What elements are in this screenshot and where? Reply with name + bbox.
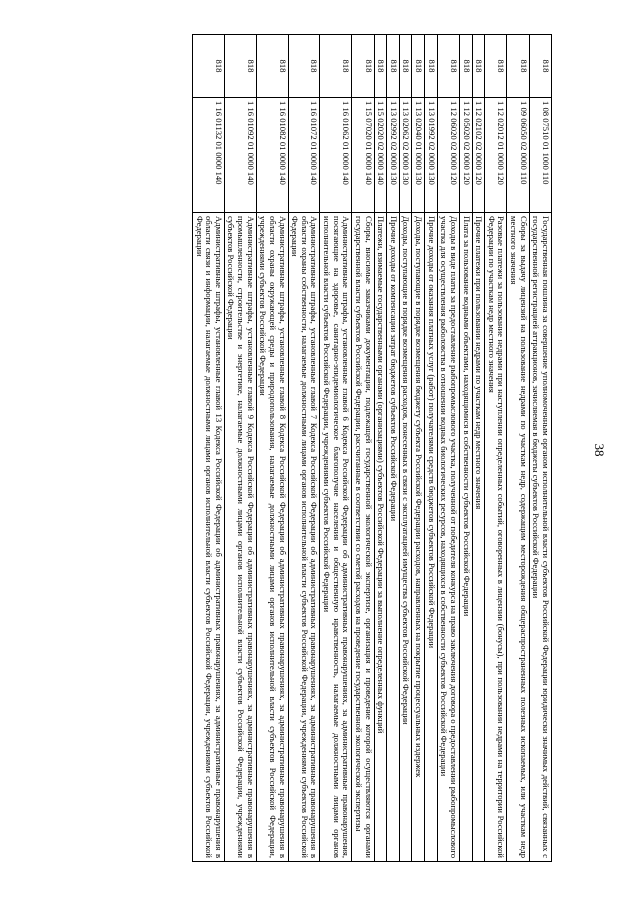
budget-code-cell: 1 15 02020 02 0000 140 (374, 98, 387, 213)
admin-code-cell: 818 (374, 35, 387, 98)
table-row (437, 35, 459, 862)
table-row (256, 35, 288, 862)
admin-code-cell: 818 (472, 35, 485, 98)
table-row (485, 35, 507, 862)
budget-code-cell: 1 16 01082 01 0000 140 (256, 98, 288, 213)
admin-code-cell: 818 (256, 35, 288, 98)
table-row (352, 35, 374, 862)
admin-code-cell: 818 (437, 35, 459, 98)
revenue-name-cell: Административные штрафы, установленные главой 7 Кодекса Российской Федерации об административных правонарушениях, за административные правонарушения в области охраны собственности, налагаемые должностными лицами органов исполнительной власти субъектов Российской Федерации, учреждениями субъектов Российской Федерации (288, 213, 320, 862)
table-row (288, 35, 320, 862)
admin-code-cell: 818 (399, 35, 412, 98)
table-row (224, 35, 256, 862)
revenue-codes-table (192, 34, 552, 862)
revenue-name-cell: Административные штрафы, установленные главой 13 Кодекса Российской Федерации об административных правонарушениях, за административные правонарушения в области связи и информации, налагаемые должностными лицами органов исполнительной власти субъектов Российской Федерации, учреждениями субъектов Российской Федерации (193, 213, 225, 862)
table-row (472, 35, 485, 862)
budget-code-cell: 1 13 02992 02 0000 130 (387, 98, 400, 213)
table-row (507, 35, 529, 862)
budget-code-cell: 1 08 07510 01 1000 110 (529, 98, 551, 213)
budget-code-cell: 1 12 02102 02 0000 120 (472, 98, 485, 213)
admin-code-cell: 818 (193, 35, 225, 98)
budget-code-cell: 1 16 01132 01 0000 140 (193, 98, 225, 213)
budget-code-cell: 1 12 05020 02 0000 120 (460, 98, 473, 213)
revenue-name-cell: Административные штрафы, установленные главой 8 Кодекса Российской Федерации об административных правонарушениях, за административные правонарушения в области охраны окружающей среды и природопользования, налагаемые должностными лицами органов исполнительной власти субъектов Российской Федерации, учреждениями субъектов Российской Федерации (256, 213, 288, 862)
admin-code-cell: 818 (352, 35, 374, 98)
budget-code-cell: 1 13 02062 02 0000 130 (399, 98, 412, 213)
table-row (399, 35, 412, 862)
revenue-name-cell: Сборы, вносимые заказчиками документации, подлежащей государственной экологической экспертизе, организация и проведение которой осуществляются органами государственной власти субъектов Российской Федерации, рассчитанные в соответствии со сметой расходов на проведение государственной экологической экспертизы (352, 213, 374, 862)
table-row (460, 35, 473, 862)
table-row (387, 35, 400, 862)
revenue-name-cell: Разовые платежи за пользование недрами при наступлении определенных событий, оговоренных в лицензии (бонусы), при пользовании недрами на территории Российской Федерации по участкам недр местного значения (485, 213, 507, 862)
admin-code-cell: 818 (387, 35, 400, 98)
budget-code-cell: 1 09 06050 02 0000 110 (507, 98, 529, 213)
revenue-name-cell: Административные штрафы, установленные главой 9 Кодекса Российской Федерации об административных правонарушениях, за административные правонарушения в промышленности, строительстве и энергетике, налагаемые должностными лицами органов исполнительной власти субъектов Российской Федерации, учреждениями субъектов Российской Федерации (224, 213, 256, 862)
admin-code-cell: 818 (412, 35, 425, 98)
budget-code-cell: 1 16 01092 01 0000 140 (224, 98, 256, 213)
admin-code-cell: 818 (460, 35, 473, 98)
table-row (374, 35, 387, 862)
table-row (425, 35, 438, 862)
revenue-name-cell: Платежи, взимаемые государственными органами (организациями) субъектов Российской Федерации за выполнение определенных функций (374, 213, 387, 862)
revenue-name-cell: Административные штрафы, установленные главой 6 Кодекса Российской Федерации об административных правонарушениях, за административные правонарушения, посягающие на здоровье, санитарно-эпидемиологическое благополучие населения и общественную нравственность, налагаемые должностными лицами органов исполнительной власти субъектов Российской Федерации, учреждениями субъектов Российской Федерации (320, 213, 352, 862)
revenue-name-cell: Доходы, поступающие в порядке возмещения бюджету субъекта Российской Федерации расходов, направленных на покрытие процессуальных издержек (412, 213, 425, 862)
budget-code-cell: 1 12 06020 02 0000 120 (437, 98, 459, 213)
admin-code-cell: 818 (507, 35, 529, 98)
revenue-name-cell: Государственная пошлина за совершение уполномоченным органом исполнительной власти субъектов Российской Федерации юридически значимых действий, связанных с государственной регистрацией аттракционов, зачисляемая в бюджеты субъектов Российской Федерации (529, 213, 551, 862)
revenue-name-cell: Доходы, поступающие в порядке возмещения расходов, понесенных в связи с эксплуатацией имущества субъектов Российской Федерации (399, 213, 412, 862)
table-row (193, 35, 225, 862)
admin-code-cell: 818 (224, 35, 256, 98)
table-row (529, 35, 551, 862)
table-row (412, 35, 425, 862)
admin-code-cell: 818 (320, 35, 352, 98)
rotated-page-content (57, 34, 552, 862)
admin-code-cell: 818 (425, 35, 438, 98)
revenue-name-cell: Плата за пользование водными объектами, находящимися в собственности субъектов Российской Федерации (460, 213, 473, 862)
revenue-name-cell: Прочие доходы от оказания платных услуг (работ) получателями средств бюджетов субъектов Российской Федерации (425, 213, 438, 862)
revenue-name-cell: Прочие платежи при пользовании недрами по участкам недр местного значения (472, 213, 485, 862)
table-row (320, 35, 352, 862)
budget-code-cell: 1 12 02012 01 0000 120 (485, 98, 507, 213)
revenue-name-cell: Сборы за выдачу лицензий на пользование недрами по участкам недр, содержащим месторождения общераспространенных полезных ископаемых, или участкам недр местного значения (507, 213, 529, 862)
budget-code-cell: 1 15 07020 01 0000 140 (352, 98, 374, 213)
budget-code-cell: 1 13 02040 01 0000 130 (412, 98, 425, 213)
budget-code-cell: 1 13 01992 02 0000 130 (425, 98, 438, 213)
admin-code-cell: 818 (529, 35, 551, 98)
table-body (193, 35, 552, 862)
page-number: 38 (592, 443, 607, 457)
revenue-name-cell: Прочие доходы от компенсации затрат бюджетов субъектов Российской Федерации (387, 213, 400, 862)
revenue-name-cell: Доходы в виде платы за предоставление рыбопромыслового участка, полученной от победителя конкурса на право заключения договора о предоставлении рыбопромыслового участка для осуществления рыболовства в отношении водных биологических ресурсов, находящихся в собственности субъектов Российской Федерации (437, 213, 459, 862)
budget-code-cell: 1 16 01062 01 0000 140 (320, 98, 352, 213)
admin-code-cell: 818 (288, 35, 320, 98)
budget-code-cell: 1 16 01072 01 0000 140 (288, 98, 320, 213)
admin-code-cell: 818 (485, 35, 507, 98)
